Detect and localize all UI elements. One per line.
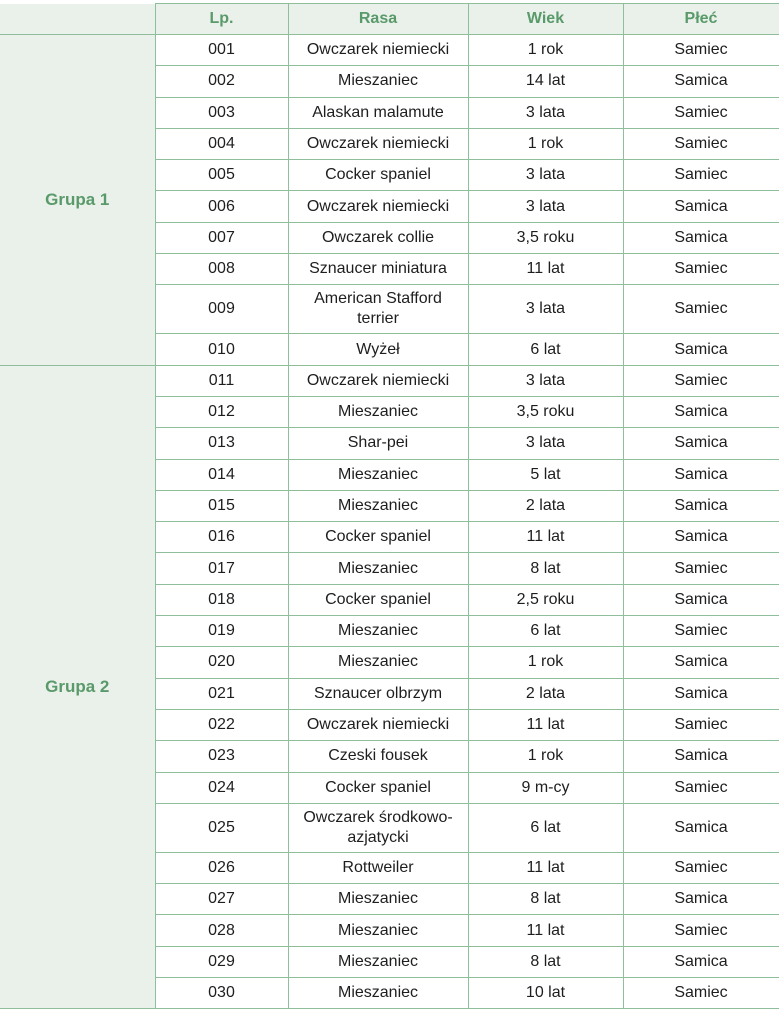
cell-rasa: Sznaucer olbrzym [288, 678, 468, 709]
cell-plec: Samica [623, 946, 779, 977]
cell-plec: Samiec [623, 616, 779, 647]
cell-plec: Samiec [623, 254, 779, 285]
cell-lp: 006 [155, 191, 288, 222]
cell-plec: Samiec [623, 709, 779, 740]
cell-wiek: 11 lat [468, 254, 623, 285]
cell-plec: Samica [623, 428, 779, 459]
cell-rasa: Owczarek niemiecki [288, 35, 468, 66]
cell-lp: 009 [155, 285, 288, 334]
cell-wiek: 2 lata [468, 678, 623, 709]
dog-table [0, 3, 779, 1009]
cell-rasa: Mieszaniec [288, 978, 468, 1009]
cell-lp: 010 [155, 334, 288, 365]
cell-rasa: Cocker spaniel [288, 584, 468, 615]
cell-lp: 005 [155, 160, 288, 191]
cell-wiek: 9 m-cy [468, 772, 623, 803]
cell-plec: Samiec [623, 35, 779, 66]
cell-rasa: Mieszaniec [288, 396, 468, 427]
cell-wiek: 11 lat [468, 709, 623, 740]
cell-rasa: American Stafford terrier [288, 285, 468, 334]
cell-rasa: Alaskan malamute [288, 97, 468, 128]
cell-rasa: Mieszaniec [288, 490, 468, 521]
cell-wiek: 2,5 roku [468, 584, 623, 615]
cell-lp: 015 [155, 490, 288, 521]
cell-plec: Samica [623, 647, 779, 678]
group-label: Grupa 1 [0, 35, 155, 366]
cell-wiek: 6 lat [468, 616, 623, 647]
cell-lp: 027 [155, 884, 288, 915]
cell-lp: 026 [155, 852, 288, 883]
cell-wiek: 3 lata [468, 428, 623, 459]
cell-wiek: 8 lat [468, 884, 623, 915]
cell-rasa: Mieszaniec [288, 647, 468, 678]
cell-rasa: Mieszaniec [288, 946, 468, 977]
cell-wiek: 3,5 roku [468, 222, 623, 253]
cell-lp: 024 [155, 772, 288, 803]
cell-wiek: 3 lata [468, 191, 623, 222]
cell-rasa: Owczarek środkowo-azjatycki [288, 803, 468, 852]
cell-wiek: 1 rok [468, 35, 623, 66]
cell-rasa: Cocker spaniel [288, 522, 468, 553]
cell-wiek: 11 lat [468, 915, 623, 946]
cell-lp: 002 [155, 66, 288, 97]
cell-plec: Samica [623, 803, 779, 852]
cell-lp: 030 [155, 978, 288, 1009]
cell-wiek: 1 rok [468, 128, 623, 159]
cell-rasa: Rottweiler [288, 852, 468, 883]
cell-plec: Samiec [623, 160, 779, 191]
cell-plec: Samiec [623, 772, 779, 803]
cell-lp: 029 [155, 946, 288, 977]
cell-lp: 012 [155, 396, 288, 427]
cell-lp: 003 [155, 97, 288, 128]
cell-rasa: Shar-pei [288, 428, 468, 459]
cell-plec: Samica [623, 396, 779, 427]
cell-rasa: Mieszaniec [288, 616, 468, 647]
cell-rasa: Mieszaniec [288, 459, 468, 490]
cell-wiek: 8 lat [468, 553, 623, 584]
cell-wiek: 3 lata [468, 160, 623, 191]
cell-wiek: 5 lat [468, 459, 623, 490]
cell-plec: Samica [623, 222, 779, 253]
cell-rasa: Owczarek niemiecki [288, 191, 468, 222]
cell-rasa: Mieszaniec [288, 66, 468, 97]
cell-rasa: Sznaucer miniatura [288, 254, 468, 285]
cell-rasa: Wyżeł [288, 334, 468, 365]
cell-lp: 018 [155, 584, 288, 615]
cell-wiek: 1 rok [468, 741, 623, 772]
cell-wiek: 6 lat [468, 803, 623, 852]
cell-rasa: Owczarek collie [288, 222, 468, 253]
cell-lp: 014 [155, 459, 288, 490]
cell-lp: 001 [155, 35, 288, 66]
cell-plec: Samica [623, 334, 779, 365]
cell-wiek: 6 lat [468, 334, 623, 365]
cell-plec: Samiec [623, 285, 779, 334]
table-row [0, 35, 779, 66]
cell-lp: 004 [155, 128, 288, 159]
cell-wiek: 1 rok [468, 647, 623, 678]
cell-wiek: 3 lata [468, 97, 623, 128]
cell-plec: Samica [623, 66, 779, 97]
cell-lp: 008 [155, 254, 288, 285]
header-plec: Płeć [623, 4, 779, 35]
cell-wiek: 3 lata [468, 365, 623, 396]
cell-rasa: Owczarek niemiecki [288, 365, 468, 396]
cell-wiek: 3 lata [468, 285, 623, 334]
cell-lp: 020 [155, 647, 288, 678]
header-rasa: Rasa [288, 4, 468, 35]
cell-plec: Samica [623, 884, 779, 915]
cell-plec: Samiec [623, 915, 779, 946]
cell-lp: 025 [155, 803, 288, 852]
cell-plec: Samiec [623, 553, 779, 584]
cell-wiek: 11 lat [468, 852, 623, 883]
cell-plec: Samica [623, 490, 779, 521]
cell-plec: Samiec [623, 97, 779, 128]
cell-lp: 016 [155, 522, 288, 553]
cell-lp: 023 [155, 741, 288, 772]
cell-plec: Samica [623, 741, 779, 772]
cell-plec: Samica [623, 522, 779, 553]
cell-rasa: Cocker spaniel [288, 160, 468, 191]
table-row [0, 365, 779, 396]
cell-plec: Samiec [623, 128, 779, 159]
cell-rasa: Czeski fousek [288, 741, 468, 772]
cell-lp: 013 [155, 428, 288, 459]
cell-rasa: Mieszaniec [288, 553, 468, 584]
cell-wiek: 11 lat [468, 522, 623, 553]
cell-rasa: Owczarek niemiecki [288, 128, 468, 159]
cell-wiek: 10 lat [468, 978, 623, 1009]
cell-wiek: 3,5 roku [468, 396, 623, 427]
cell-plec: Samica [623, 584, 779, 615]
cell-lp: 028 [155, 915, 288, 946]
cell-lp: 019 [155, 616, 288, 647]
cell-plec: Samiec [623, 978, 779, 1009]
corner-cell [0, 4, 155, 35]
cell-rasa: Cocker spaniel [288, 772, 468, 803]
table-body [0, 35, 779, 1009]
cell-plec: Samica [623, 678, 779, 709]
cell-wiek: 8 lat [468, 946, 623, 977]
cell-plec: Samiec [623, 365, 779, 396]
header-wiek: Wiek [468, 4, 623, 35]
header-row [0, 4, 779, 35]
cell-lp: 007 [155, 222, 288, 253]
cell-plec: Samiec [623, 852, 779, 883]
group-label: Grupa 2 [0, 365, 155, 1009]
cell-plec: Samica [623, 191, 779, 222]
cell-lp: 022 [155, 709, 288, 740]
cell-rasa: Owczarek niemiecki [288, 709, 468, 740]
cell-wiek: 2 lata [468, 490, 623, 521]
header-lp: Lp. [155, 4, 288, 35]
cell-rasa: Mieszaniec [288, 915, 468, 946]
cell-lp: 017 [155, 553, 288, 584]
cell-wiek: 14 lat [468, 66, 623, 97]
cell-plec: Samica [623, 459, 779, 490]
cell-lp: 021 [155, 678, 288, 709]
cell-lp: 011 [155, 365, 288, 396]
cell-rasa: Mieszaniec [288, 884, 468, 915]
